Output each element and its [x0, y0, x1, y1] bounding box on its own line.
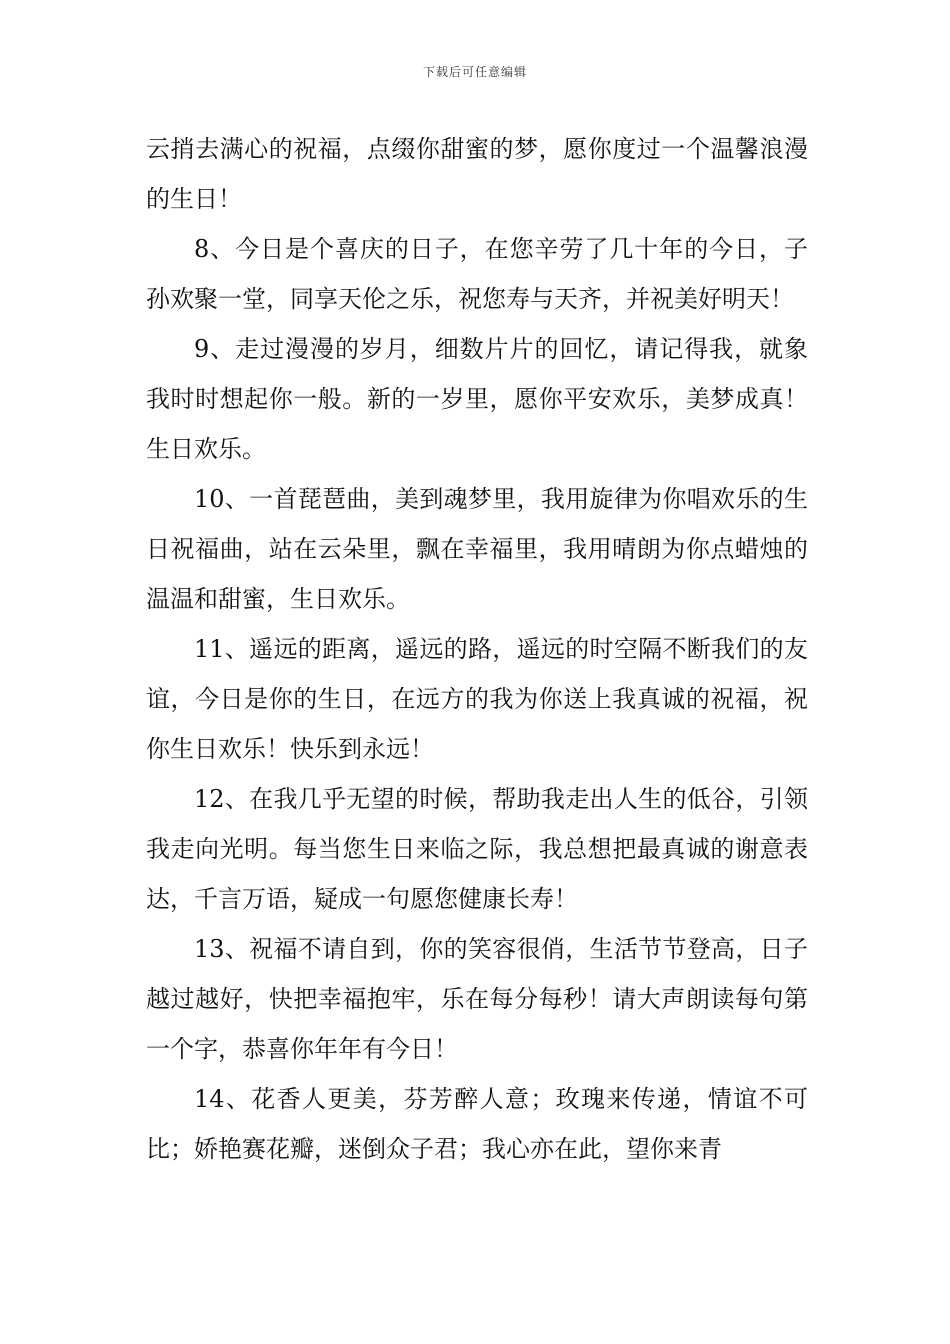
- paragraph-item-10: 10、一首琵琶曲，美到魂梦里，我用旋律为你唱欢乐的生日祝福曲，站在云朵里，飘在幸福里，我用晴朗为你点蜡烛的温温和甜蜜，生日欢乐。: [146, 485, 808, 613]
- paragraph-item-9: 9、走过漫漫的岁月，细数片片的回忆，请记得我，就象我时时想起你一般。新的一岁里，愿你平安欢乐，美梦成真！生日欢乐。: [146, 335, 808, 463]
- page-header: 下载后可任意编辑: [422, 65, 527, 79]
- document-body: [146, 124, 808, 1174]
- paragraph-item-8: 8、今日是个喜庆的日子，在您辛劳了几十年的今日，子孙欢聚一堂，同享天伦之乐，祝您寿与天齐，并祝美好明天！: [146, 235, 808, 313]
- paragraph-item-13: 13、祝福不请自到，你的笑容很俏，生活节节登高，日子越过越好，快把幸福抱牢，乐在每分每秒！请大声朗读每句第一个字，恭喜你年年有今日！: [146, 935, 808, 1063]
- paragraph-continuation: 云捎去满心的祝福，点缀你甜蜜的梦，愿你度过一个温馨浪漫的生日！: [146, 135, 808, 213]
- paragraph-item-11: 11、遥远的距离，遥远的路，遥远的时空隔不断我们的友谊，今日是你的生日，在远方的我为你送上我真诚的祝福，祝你生日欢乐！快乐到永远！: [146, 635, 808, 763]
- paragraph-item-12: 12、在我几乎无望的时候，帮助我走出人生的低谷，引领我走向光明。每当您生日来临之际，我总想把最真诚的谢意表达，千言万语，疑成一句愿您健康长寿！: [146, 785, 808, 913]
- paragraph-item-14: 14、花香人更美，芬芳醉人意；玫瑰来传递，情谊不可比；娇艳赛花瓣，迷倒众子君；我心亦在此，望你来青: [146, 1085, 808, 1163]
